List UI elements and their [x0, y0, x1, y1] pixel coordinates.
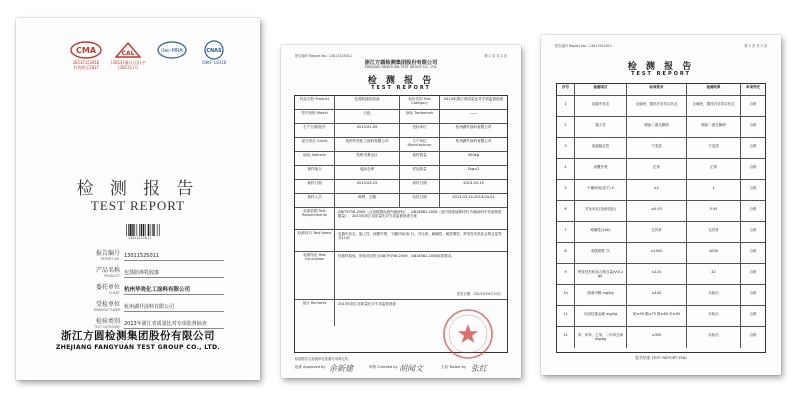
barcode-bar — [132, 224, 133, 236]
ilac-mark-icon — [155, 40, 189, 60]
results-cell: 对比率(白色和浅色) — [575, 201, 627, 221]
summary-table-row — [295, 152, 507, 166]
results-cell: 不变质 — [627, 138, 687, 158]
test-conclusion-label: 检测结论 Test Conclusion — [295, 252, 335, 299]
field-value: 杭州华亮化工涂料有限公司 — [124, 286, 224, 295]
summary-field-value: 白色 — [335, 110, 400, 123]
summary-field-label: 抽样人员 — [295, 194, 335, 207]
cma-logo — [68, 40, 104, 84]
barcode-bar — [141, 224, 142, 236]
test-items-row — [295, 230, 507, 252]
summary-field-label: 抽样地点 — [295, 166, 335, 179]
barcode-bar — [157, 224, 158, 236]
field-label: 检验类别 — [95, 318, 120, 325]
results-cell: 无异常 — [687, 222, 741, 242]
results-cell: 低温稳定性 — [575, 138, 627, 158]
cma-mark-text: CMA — [75, 46, 97, 55]
results-table-row — [557, 201, 765, 222]
remarks-text: 2013年浙江省质量比对专项监督抽查 — [338, 301, 396, 306]
results-cell: 苯、甲苯、乙苯、二甲苯总和 mg/kg — [575, 327, 627, 348]
results-table — [556, 83, 766, 353]
summary-field-value: —— — [469, 111, 478, 115]
field-value: 杭州湖升涂料有限公司 — [124, 303, 224, 312]
results-table-row — [557, 306, 765, 327]
cal-code: (2013)量认(国)字(Z0231)号 — [110, 60, 146, 70]
results-cell: 42 — [687, 264, 741, 284]
results-cell: 合格 — [749, 312, 757, 316]
report-footer-note: 检测报告无检测单位检测专用章无效。 — [295, 357, 352, 361]
results-cell: 合格 — [749, 144, 757, 148]
remarks-label: 备注 Remarks — [295, 300, 335, 326]
results-cell: 容器中状态 — [575, 96, 627, 116]
summary-table-row — [295, 180, 507, 194]
summary-field-value: 杭州湖升涂料有限公司 — [455, 139, 492, 143]
barcode-bar — [134, 224, 135, 236]
test-conclusion-row — [295, 252, 507, 300]
summary-field-value: 杭州湖升涂料有限公司 — [455, 125, 492, 129]
test-basis-text: GB/T9756-2009《合成树脂乳液内墙涂料》、GB18582-2008《室内装饰装修材料 内墙涂料中有害物质限量》、2013年浙江省质量比对专项监督抽查方案 — [338, 209, 502, 219]
results-cell: 合格 — [749, 333, 757, 337]
results-cell: 5 — [557, 180, 575, 200]
results-cell: 7 — [557, 222, 575, 242]
official-stamp-icon — [441, 307, 495, 361]
cnas-code: CNAS L0318 — [201, 60, 227, 65]
results-cell: 正常 — [687, 159, 741, 179]
results-cell: 1 — [687, 180, 741, 200]
results-cell: 4000 — [687, 243, 741, 263]
summary-field-value: 2013.03.15 — [463, 181, 484, 185]
summary-field-label: 型号规格 Model — [295, 110, 335, 123]
results-table-row — [557, 243, 765, 264]
barcode-icon — [126, 224, 178, 236]
summary-field-value: 300kg — [467, 153, 480, 157]
results-table-row — [557, 285, 765, 306]
report-cover-page — [16, 18, 260, 380]
page-number-header: 第 2 页 共 2 页 — [744, 44, 767, 48]
results-cell: 0.95 — [687, 201, 741, 221]
results-cell: ≤2 — [627, 180, 687, 200]
results-table-row — [557, 138, 765, 159]
results-cell: 合格 — [749, 123, 757, 127]
barcode-bar — [137, 224, 138, 236]
cnas-mark-icon — [197, 40, 231, 60]
page-number-header: 第 1 页 共 2 页 — [484, 54, 507, 58]
test-items-text: 容器中状态、施工性、涂膜外观、干燥时间(表干)、对比率、耐碱性、耐洗刷性、挥发性有机化合物含量等共11项 — [338, 231, 502, 241]
field-product — [88, 267, 248, 281]
results-table-row — [557, 180, 765, 201]
results-cell: 铅≤90 镉≤75 铬≤60 汞≤60 — [627, 306, 687, 326]
results-column-header: 序号 — [557, 84, 575, 95]
cma-mark-icon — [69, 40, 103, 60]
results-cell: ≤100 — [627, 285, 687, 305]
field-label-en: PRODUCT — [104, 274, 120, 278]
cal-mark-icon — [111, 40, 145, 60]
results-cell: 合格 — [749, 207, 757, 211]
barcode-text: 13011525011 — [128, 236, 152, 240]
summary-field-label: 检验日期 — [400, 194, 440, 207]
field-manufacturer — [88, 301, 248, 315]
barcode-bar — [145, 224, 146, 236]
barcode-bar — [148, 224, 149, 236]
results-cell: 2 — [557, 117, 575, 137]
results-column-header: 检测项目 — [575, 84, 627, 95]
summary-field-value: 蒋利、王刚 — [335, 194, 400, 207]
results-cell: 3 — [557, 138, 575, 158]
tested-by-signature: 张红 — [471, 364, 487, 373]
field-label: 报告编号 — [95, 250, 120, 257]
tested-by-label: 主检 Tested by — [441, 365, 466, 369]
summary-field-label: 抽样数量 — [400, 152, 440, 165]
page-title: 检 测 报 告 — [627, 62, 695, 72]
results-table-row — [557, 96, 765, 117]
summary-field-value: 2013.03.15-2013.04.01 — [452, 195, 495, 199]
field-label: 受检单位 — [95, 301, 120, 308]
report-number-header: 报告编号 Report No.: 13011525011 — [555, 44, 612, 48]
field-report-no — [88, 250, 248, 264]
summary-field-label: 生产日期/批号 — [295, 124, 335, 137]
report-end-marker: 报告结束 TEST REPORT END — [635, 355, 687, 360]
summary-field-label: 检验类别 Test Category — [400, 96, 440, 109]
results-column-header: 检测结果 — [687, 84, 741, 95]
results-table-header — [557, 84, 765, 96]
results-cell: 耐洗刷性 次 — [575, 243, 627, 263]
report-results-page — [541, 35, 781, 375]
page-title: 检 测 报 告 — [367, 76, 435, 86]
test-items-label: 检测项目 Test Items — [295, 230, 335, 251]
results-table-row — [557, 327, 765, 348]
field-value: 包蒸防渗乳胶漆 — [124, 269, 224, 278]
results-cell: 4 — [557, 159, 575, 179]
results-cell: 合格 — [749, 186, 757, 190]
results-cell: 无硬块，搅拌后呈均匀状态 — [627, 96, 687, 116]
summary-table-row — [295, 194, 507, 208]
cma-date: 有效期至2017 — [73, 65, 99, 70]
cover-organization: 浙江方圆检测集团股份有限公司 — [61, 330, 215, 342]
summary-field-label: 样品名称 Product — [295, 96, 335, 109]
summary-field-value: 杭州市萧山区 — [335, 152, 400, 165]
cover-title: 检 测 报 告 — [76, 179, 200, 198]
results-cell: 不变质 — [687, 138, 741, 158]
cnas-mark-text: CNAS — [206, 48, 222, 54]
results-cell: 刷涂二道无障碍 — [687, 117, 741, 137]
report-summary-page — [281, 45, 521, 378]
cover-title-en: TEST REPORT — [90, 198, 186, 213]
report-number-header: 报告编号 Report No.: 13011525011 — [295, 54, 352, 58]
results-cell: ≥0.93 — [627, 201, 687, 221]
results-cell: 10 — [557, 285, 575, 305]
cma-code: 2011F15181E — [72, 60, 100, 65]
summary-field-label: 样品数量 — [400, 166, 440, 179]
barcode-bar — [126, 224, 127, 236]
results-cell: 正常 — [627, 159, 687, 179]
field-label-en: MANUFACTURER — [93, 308, 120, 312]
results-cell: 未检出 — [687, 285, 741, 305]
summary-field-value: 2kg×2 — [467, 167, 480, 171]
test-basis-row — [295, 208, 507, 230]
summary-field-label: 到样日期 — [400, 180, 440, 193]
results-cell: 施工性 — [575, 117, 627, 137]
results-cell: 可溶性重金属 mg/kg — [575, 306, 627, 326]
test-conclusion-text: 经抽样检验，所检项目符合GB/T9756-2009、GB18582-2008标准要求。 — [338, 253, 455, 258]
summary-table-row — [295, 124, 507, 138]
summary-field-value: 2013.01.09 — [335, 124, 400, 137]
cal-mark-text: CAL — [121, 50, 135, 57]
field-label: 委托单位 — [95, 284, 120, 291]
barcode-bar — [128, 224, 129, 236]
results-cell: 耐碱性(24h) — [575, 222, 627, 242]
cover-fields — [88, 250, 248, 335]
barcode-bar — [130, 224, 132, 236]
cnas-logo — [196, 40, 232, 84]
summary-field-label: 生产单位 Manufacturer — [400, 138, 440, 151]
results-cell: 未检出 — [687, 306, 741, 326]
test-basis-label: 检测依据 Test Requirements — [295, 208, 335, 229]
field-label: 产品名称 — [95, 267, 120, 274]
results-cell: 合格 — [749, 249, 757, 253]
field-client — [88, 284, 248, 298]
summary-table-row — [295, 138, 507, 152]
signature-row — [295, 365, 507, 375]
approved-by-signature: 余新建 — [329, 364, 353, 373]
results-cell: ≤120 — [627, 264, 687, 284]
checked-by-label: 审核 Checked by — [369, 365, 398, 369]
results-column-header: 单项判定 — [746, 85, 760, 89]
barcode-bar — [150, 224, 151, 236]
results-cell: 8 — [557, 243, 575, 263]
page-organization-en: ZHEJIANG FANGYUAN TEST GROUP CO., LTD. — [364, 65, 438, 69]
results-table-row — [557, 117, 765, 138]
barcode-bar — [159, 224, 160, 236]
cal-logo — [110, 40, 146, 84]
summary-field-value: 杭州华亮化工涂料有限公司 — [335, 138, 400, 151]
results-cell: 合格 — [749, 291, 757, 295]
results-cell: 无异常 — [627, 222, 687, 242]
ilac-mark-text: ilac-MRA — [161, 48, 183, 54]
summary-field-label: 受检单位 — [400, 124, 440, 137]
results-cell: ≥1000 — [627, 243, 687, 263]
page-title-en: TEST REPORT — [631, 71, 691, 77]
summary-field-label: 地址 Address — [295, 152, 335, 165]
results-cell: 1 — [557, 96, 575, 116]
barcode-bar — [139, 224, 140, 236]
issue-date: 签发日期：2013年04月10日 — [456, 292, 501, 296]
results-table-row — [557, 264, 765, 285]
field-label-en: CLIENT — [108, 291, 120, 295]
summary-field-value: 包蒸防渗乳胶漆 — [335, 96, 400, 109]
field-label-en: REPORT NO. — [100, 257, 120, 261]
summary-field-value: 成品仓库 — [335, 166, 400, 179]
results-cell: 涂膜外观 — [575, 159, 627, 179]
barcode-bar — [153, 224, 154, 236]
results-cell: 游离甲醛 mg/kg — [575, 285, 627, 305]
results-cell: 12 — [557, 327, 575, 348]
approved-by-label: 批准 Approved by — [295, 365, 326, 369]
summary-field-value: 2013年浙江省质量比对专项监督抽查 — [443, 97, 504, 101]
certification-logos — [68, 40, 238, 88]
summary-field-label: 商标 Trademark — [400, 110, 440, 123]
results-cell: 合格 — [749, 228, 757, 232]
results-cell: 挥发性有机化合物含量(VOC) g/L — [575, 264, 627, 284]
results-cell: 合格 — [749, 270, 757, 274]
results-cell: 无硬块，搅拌后呈均匀状态 — [687, 96, 741, 116]
results-cell: 6 — [557, 201, 575, 221]
summary-field-label: 抽样日期 — [295, 180, 335, 193]
results-cell: 合格 — [749, 165, 757, 169]
summary-table-row — [295, 96, 507, 110]
field-value: 2013年浙江省质量比对专项监督抽查 — [124, 320, 224, 329]
results-table-row — [557, 222, 765, 243]
field-label-en: TEST CATEGORY — [94, 325, 120, 329]
barcode-bar — [152, 224, 153, 236]
cover-organization-en: ZHEJIANG FANGYUAN TEST GROUP CO., LTD. — [55, 344, 221, 351]
results-column-header: 标准要求 — [627, 84, 687, 95]
barcode-bar — [143, 224, 144, 236]
results-cell: 干燥时间(表干) h — [575, 180, 627, 200]
ilac-logo — [154, 40, 190, 84]
results-cell: 9 — [557, 264, 575, 284]
summary-field-label: 委托单位 Client — [295, 138, 335, 151]
results-cell: 11 — [557, 306, 575, 326]
summary-field-value: 2013.03.15 — [335, 180, 400, 193]
field-value: 1301152501​1 — [124, 252, 224, 261]
results-table-row — [557, 159, 765, 180]
results-cell: 未检出 — [687, 327, 741, 348]
results-cell: ≤300 — [627, 327, 687, 348]
results-cell: 刷涂二道无障碍 — [627, 117, 687, 137]
results-cell: 合格 — [749, 102, 757, 106]
checked-by-signature: 胡闻文 — [399, 364, 423, 373]
summary-table-row — [295, 110, 507, 124]
page-organization: 浙江方圆检测集团股份有限公司 — [364, 60, 438, 66]
page-title-en: TEST REPORT — [371, 85, 431, 91]
summary-table-row — [295, 166, 507, 180]
